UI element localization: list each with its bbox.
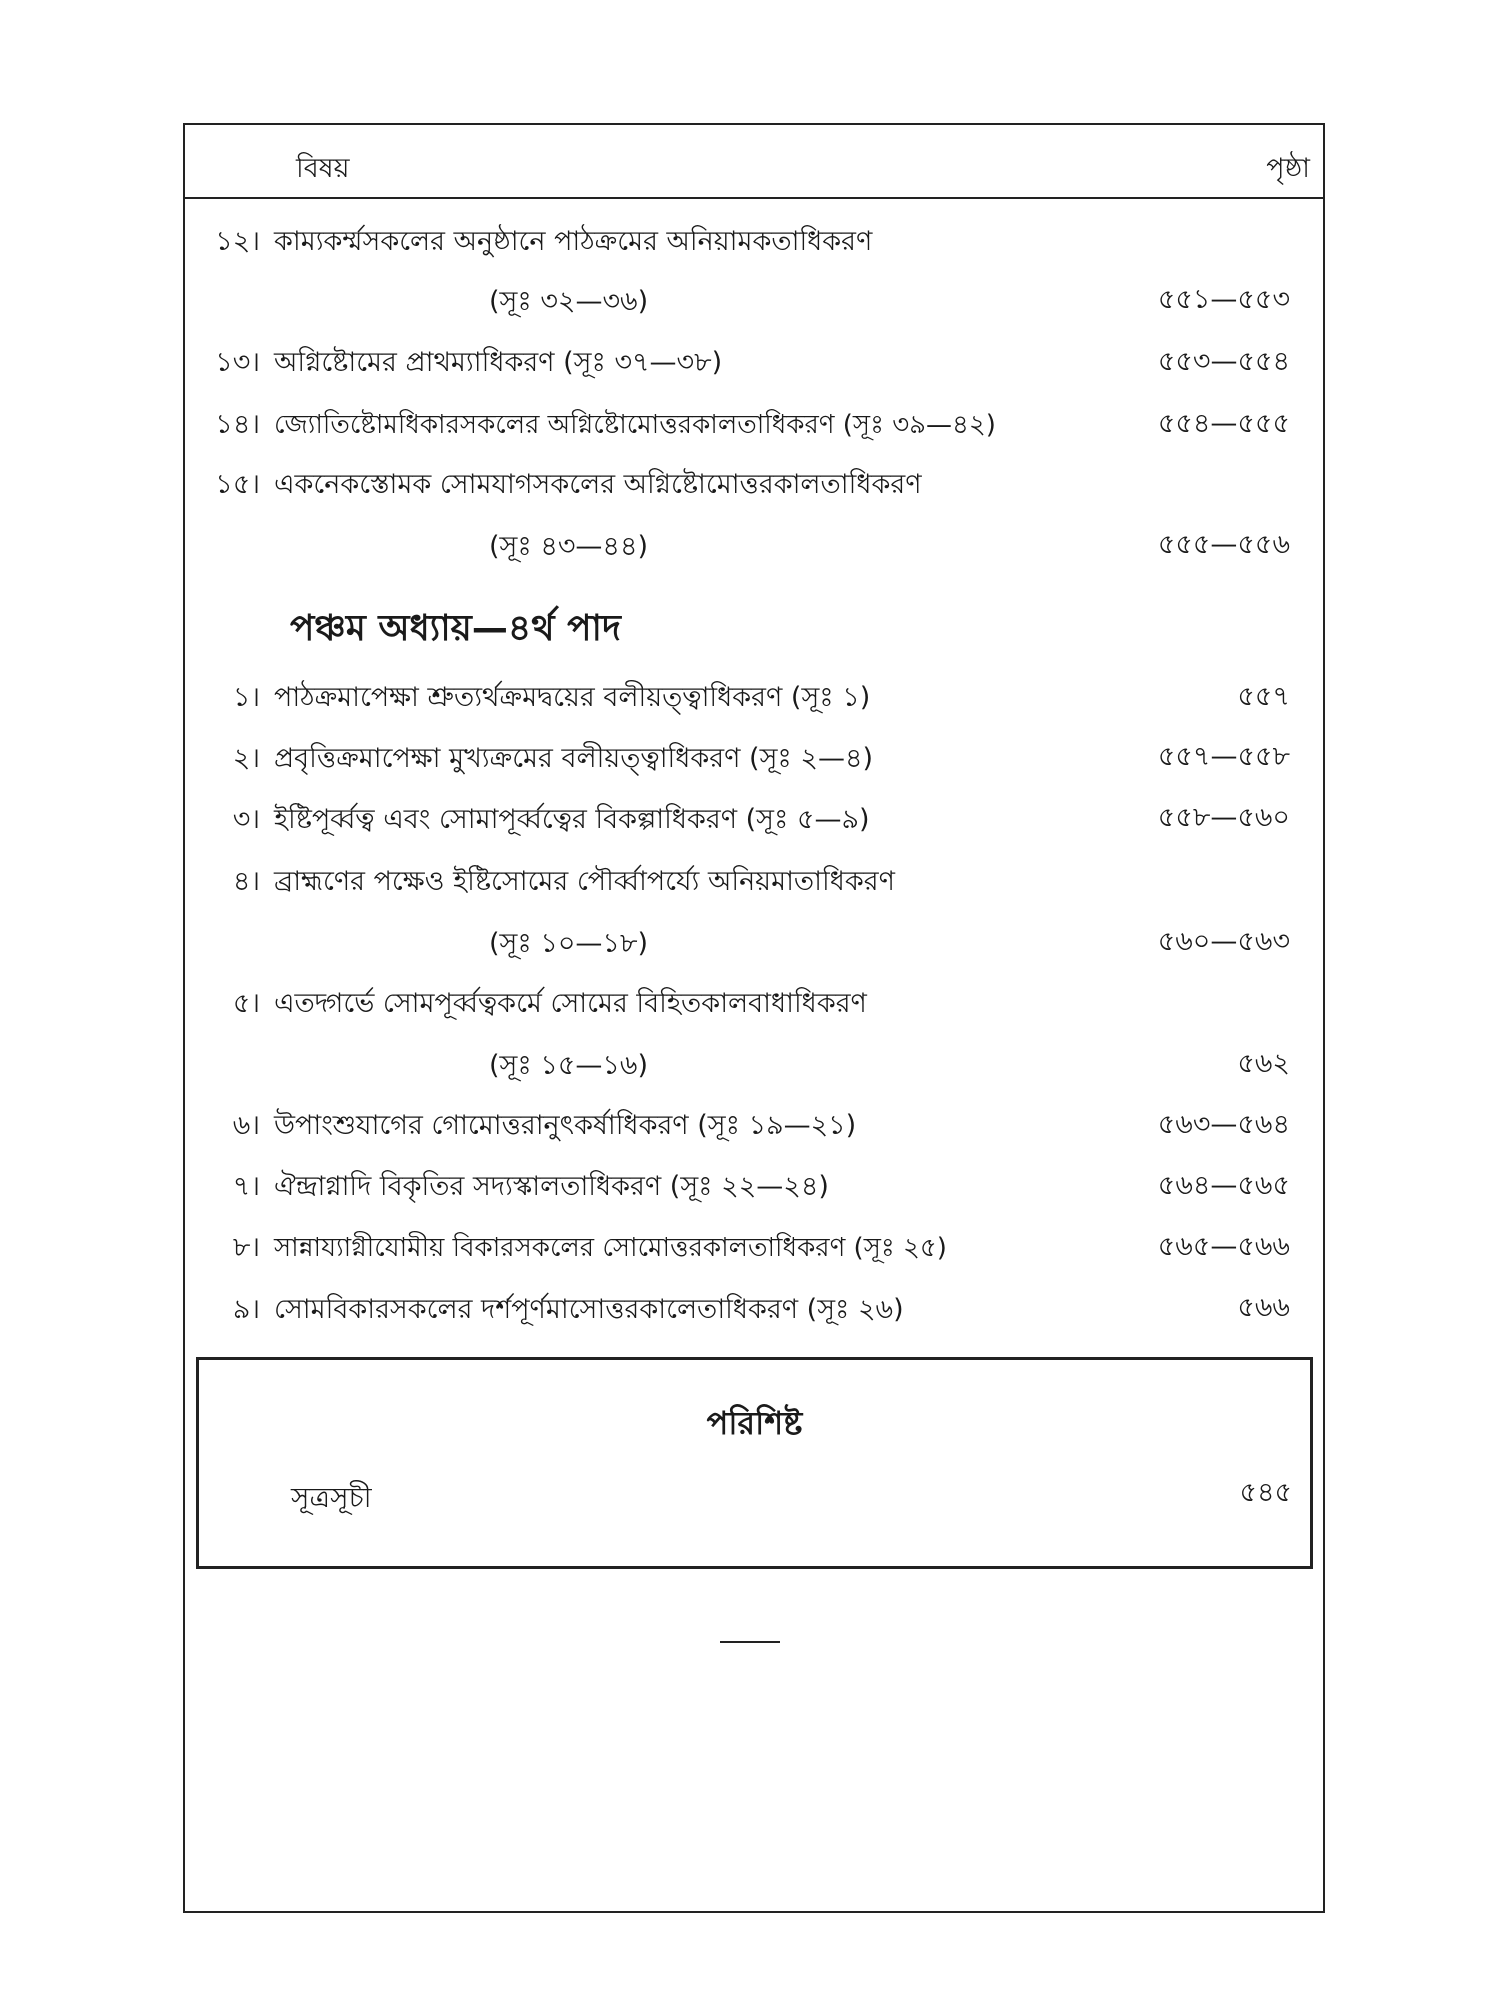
entry-pages: ৫৫৪—৫৫৫ — [1157, 408, 1290, 439]
entry-pages: ৫৬২ — [1237, 1048, 1290, 1079]
entry-pages: ৫৬৩—৫৬৪ — [1157, 1109, 1290, 1140]
entry-pages: ৫৬০—৫৬৩ — [1157, 926, 1290, 957]
end-divider — [720, 1641, 780, 1643]
entry-pages: ৫৫১—৫৫৩ — [1157, 284, 1290, 315]
header-divider — [183, 197, 1325, 199]
entry-number: ১৩। — [215, 347, 260, 378]
entry-title: প্রবৃত্তিক্রমাপেক্ষা মুখ্যক্রমের বলীয়ত্ত্বাধিকরণ (সূঃ ২—৪) — [274, 743, 874, 774]
entry-sutra: (সূঃ ৩২—৩৬) — [489, 286, 649, 317]
entry-title: ব্রাহ্মণের পক্ষেও ইষ্টিসোমের পৌর্ব্বাপর্য্যে অনিয়মাতাধিকরণ — [274, 866, 895, 897]
entry-pages: ৫৬৫—৫৬৬ — [1157, 1231, 1290, 1262]
entry-title: এতদ্গর্ভে সোমপূর্ব্বত্বকর্মে সোমের বিহিতকালবাধাধিকরণ — [274, 988, 867, 1019]
entry-number: ১৫। — [215, 469, 260, 500]
appendix-box — [196, 1357, 1313, 1569]
entry-title: ইষ্টিপূর্ব্বত্ব এবং সোমাপূর্ব্বত্বের বিকল্পাধিকরণ (সূঃ ৫—৯) — [274, 804, 870, 835]
entry-number: ৭। — [232, 1171, 260, 1202]
entry-number: ১। — [232, 682, 260, 713]
column-header-page: পৃষ্ঠা — [1266, 153, 1310, 184]
column-header-subject: বিষয় — [296, 153, 350, 184]
entry-title: একনেকস্তোমক সোমযাগসকলের অগ্নিষ্টোমোত্তরকালতাধিকরণ — [274, 469, 922, 500]
entry-sutra: (সূঃ ৪৩—৪৪) — [489, 531, 648, 562]
entry-pages: ৫৬৪—৫৬৫ — [1157, 1170, 1290, 1201]
entry-number: ১৪। — [215, 409, 260, 440]
entry-number: ২। — [232, 743, 260, 774]
chapter-heading: পঞ্চম অধ্যায়—৪র্থ পাদ — [290, 608, 621, 649]
entry-pages: ৫৫৭ — [1237, 681, 1290, 712]
entry-title: অগ্নিষ্টোমের প্রাথম্যাধিকরণ (সূঃ ৩৭—৩৮) — [274, 347, 723, 378]
entry-number: ৯। — [232, 1294, 260, 1325]
entry-pages: ৫৫৮—৫৬০ — [1157, 802, 1290, 833]
entry-title: সোমবিকারসকলের দর্শপূর্ণমাসোত্তরকালেতাধিকরণ (সূঃ ২৬) — [274, 1294, 904, 1325]
entry-number: ৬। — [232, 1110, 260, 1141]
entry-pages: ৫৫৭—৫৫৮ — [1157, 741, 1290, 772]
entry-pages: ৫৬৬ — [1237, 1292, 1290, 1323]
entry-number: ৩। — [232, 804, 260, 835]
entry-pages: ৫৫৫—৫৫৬ — [1157, 529, 1290, 560]
entry-title: পাঠক্রমাপেক্ষা শ্রুত্যর্থক্রমদ্বয়ের বলীয়ত্ত্বাধিকরণ (সূঃ ১) — [274, 682, 871, 713]
entry-number: ৫। — [232, 988, 260, 1019]
entry-sutra: (সূঃ ১০—১৮) — [489, 928, 648, 959]
entry-sutra: (সূঃ ১৫—১৬) — [489, 1050, 648, 1081]
entry-title: জ্যোতিষ্টোমধিকারসকলের অগ্নিষ্টোমোত্তরকালতাধিকরণ (সূঃ ৩৯—৪২) — [274, 410, 996, 440]
entry-title: উপাংশুযাগের গোমোত্তরানুৎকর্ষাধিকরণ (সূঃ ১৯—২১) — [274, 1110, 857, 1141]
entry-title: ঐন্দ্রাগ্নাদি বিকৃতির সদ্যস্কালতাধিকরণ (সূঃ ২২—২৪) — [274, 1171, 829, 1202]
entry-pages: ৫৫৩—৫৫৪ — [1157, 346, 1290, 377]
entry-number: ১২। — [215, 226, 260, 257]
entry-number: ৮। — [232, 1232, 260, 1263]
appendix-page: ৫৪৫ — [1239, 1477, 1292, 1508]
entry-title: কাম্যকর্ম্মসকলের অনুষ্ঠানে পাঠক্রমের অনিয়ামকতাধিকরণ — [274, 226, 873, 257]
appendix-title: পরিশিষ্ট — [706, 1404, 803, 1442]
entry-title: সান্নায্যাগ্নীযোমীয় বিকারসকলের সোমোত্তরকালতাধিকরণ (সূঃ ২৫) — [274, 1233, 947, 1263]
entry-number: ৪। — [232, 866, 260, 897]
appendix-item: সূত্রসূচী — [291, 1481, 372, 1514]
